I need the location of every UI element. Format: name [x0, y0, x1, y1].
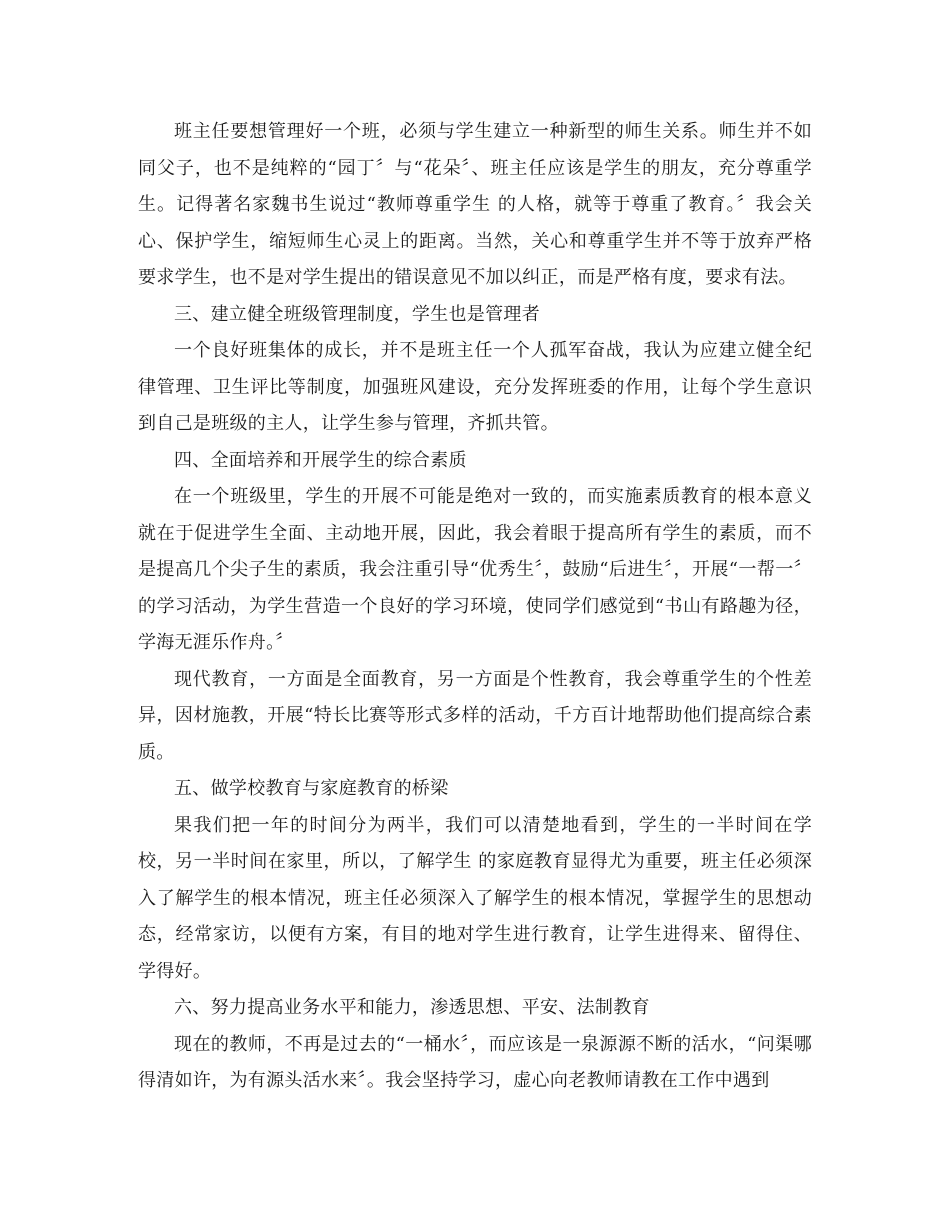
heading-section-5: 五、做学校教育与家庭教育的桥梁 — [174, 778, 449, 799]
paragraph-family-education: 果我们把一年的时间分为两半，我们可以清楚地看到，学生的一半时间在学校，另一半时间在家里，所以，了解学生 的家庭教育显得尤为重要，班主任必须深入了解学生的根本情况，班主任必须深入了解学生的根本情况，掌握学生的思想动态，经常家访，以便有方案，有目的地对学生进行教育，让学生进得来、留得住、学得好。 — [138, 814, 812, 982]
paragraph-class-management: 一个良好班集体的成长，并不是班主任一个人孤军奋战，我认为应建立健全纪律管理、卫生评比等制度，加强班风建设，充分发挥班委的作用，让每个学生意识到自己是班级的主人，让学生参与管理，齐抓共管。 — [138, 340, 812, 434]
paragraph-individual-education: 现代教育，一方面是全面教育，另一方面是个性教育，我会尊重学生的个性差异，因材施教，开展“特长比赛等形式多样的活动，千方百计地帮助他们提高综合素质。 — [138, 668, 812, 763]
paragraph-teacher-student-relationship: 班主任要想管理好一个班，必须与学生建立一种新型的师生关系。师生并不如同父子，也不是纯粹的“园丁〞与“花朵〞、班主任应该是学生的朋友，充分尊重学生。记得著名家魏书生说过“教师尊重学生 的人格，就等于尊重了教育。〞我会关心、保护学生，缩短师生心灵上的距离。当然，关心和尊重学生并不等于放弃严格要求学生，也不是对学生提出的错误意见不加以纠正，而是严格有度，要求有法。 — [138, 121, 812, 288]
paragraph-quality-education: 在一个班级里，学生的开展不可能是绝对一致的，而实施素质教育的根本意义就在于促进学生全面、主动地开展，因此，我会着眼于提高所有学生的素质，而不是提高几个尖子生的素质，我会注重引导“优秀生〞，鼓励“后进生〞，开展“一帮一〞的学习活动，为学生营造一个良好的学习环境，使同学们感觉到“书山有路趣为径，学海无涯乐作舟。〞 — [138, 486, 812, 653]
heading-section-6: 六、努力提高业务水平和能力，渗透思想、平安、法制教育 — [174, 997, 650, 1018]
heading-section-3: 三、建立健全班级管理制度，学生也是管理者 — [174, 303, 540, 325]
document-page — [138, 114, 812, 1100]
heading-section-4: 四、全面培养和开展学生的综合素质 — [174, 449, 467, 471]
paragraph-professional-growth: 现在的教师，不再是过去的“一桶水〞，而应该是一泉源源不断的活水，“问渠哪得清如许，为有源头活水来〞。我会坚持学习，虚心向老教师请教在工作中遇到 — [138, 1033, 812, 1091]
